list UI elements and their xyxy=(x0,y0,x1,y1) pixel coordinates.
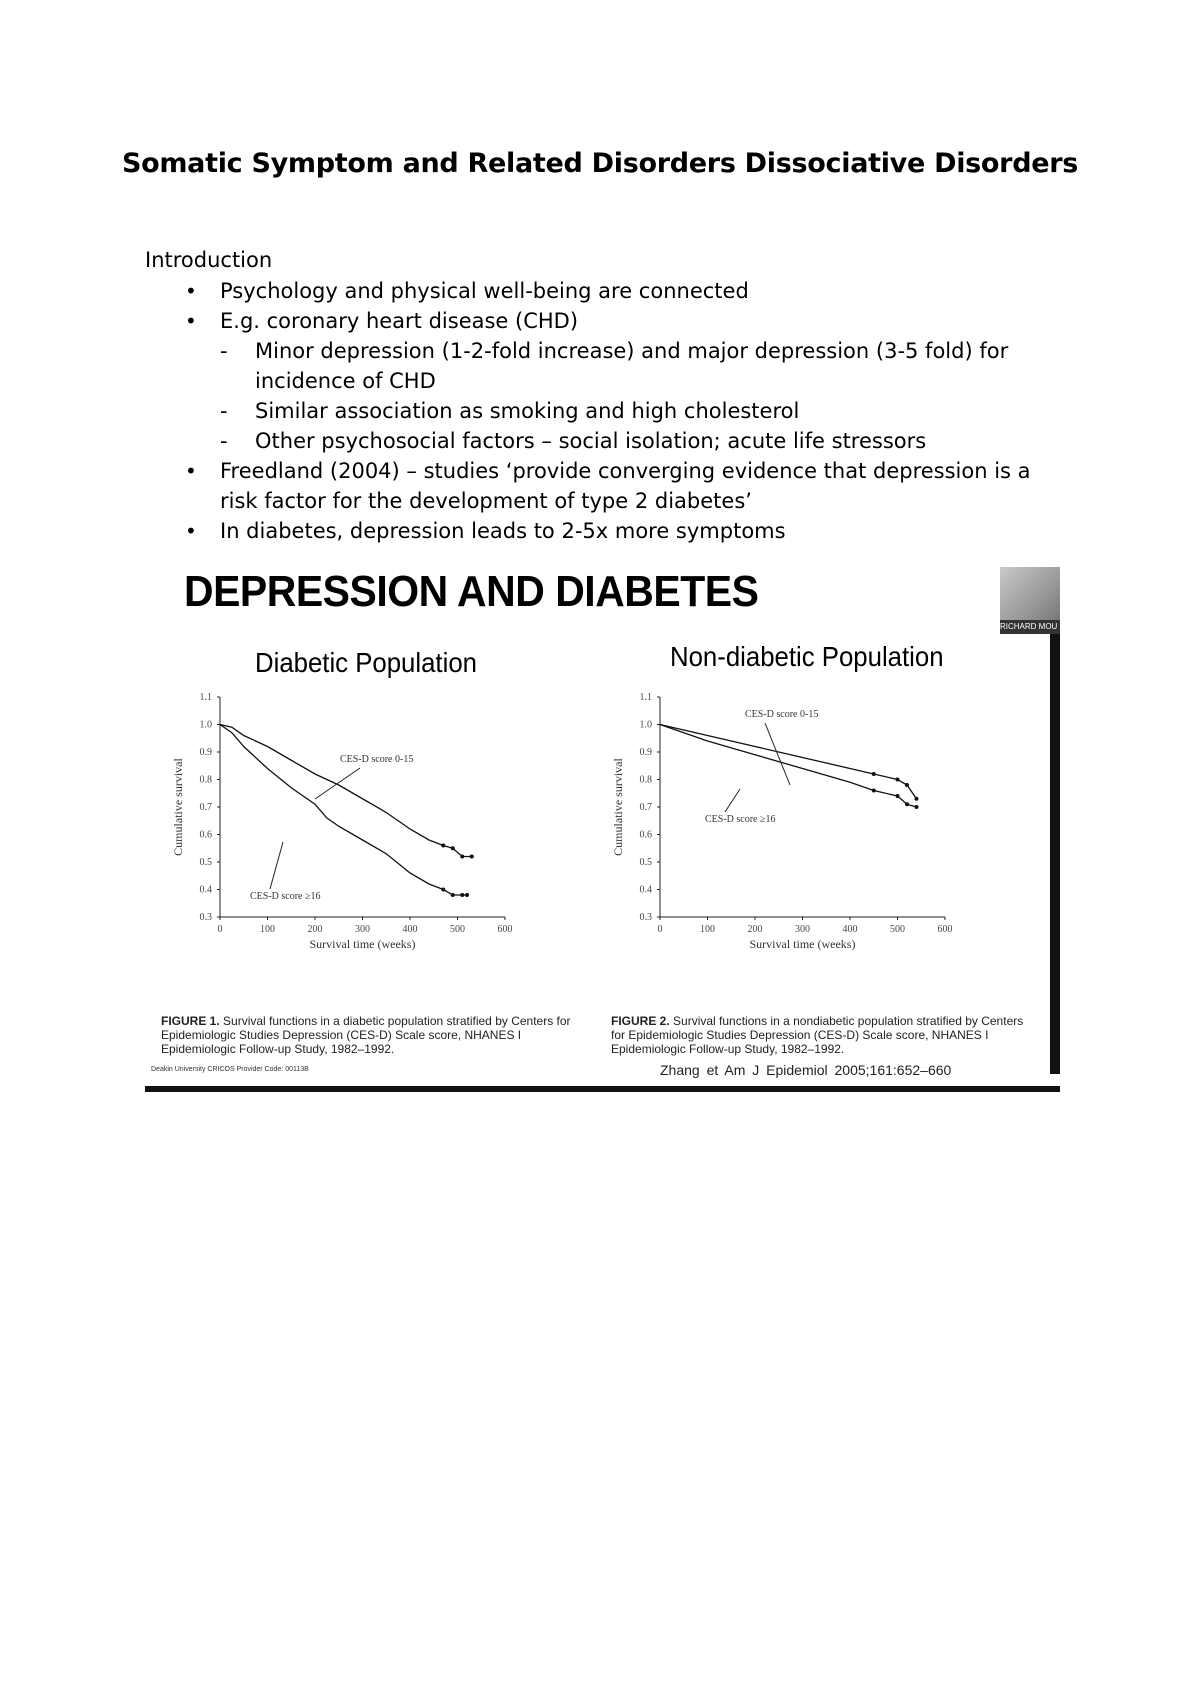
section-heading: Introduction xyxy=(145,248,273,272)
y-tick-label: 0.4 xyxy=(639,884,652,896)
annotation-arrow xyxy=(315,768,360,799)
chart-title-diabetic: Diabetic Population xyxy=(255,647,477,678)
bullet-marker: • xyxy=(185,459,197,483)
y-axis-label: Cumulative survival xyxy=(611,758,625,856)
data-point xyxy=(451,846,455,850)
chart-nondiabetic xyxy=(605,687,1025,952)
data-point xyxy=(905,783,909,787)
data-point xyxy=(441,888,445,892)
y-tick-label: 0.7 xyxy=(639,802,652,813)
data-point xyxy=(905,802,909,806)
data-point xyxy=(465,893,469,897)
y-tick-label: 1.0 xyxy=(199,719,212,731)
provider-code: Deakin University CRICOS Provider Code: 00113B xyxy=(151,1066,309,1073)
slide-title: DEPRESSION AND DIABETES xyxy=(184,567,759,616)
bullet-list xyxy=(145,276,1045,546)
citation: Zhang et Am J Epidemiol 2005;161:652–660 xyxy=(660,1062,952,1078)
sub-bullet-text: Minor depression (1-2-fold increase) and major depression (3-5 fold) for incidence of CHD xyxy=(255,339,1009,393)
bullet-text: Psychology and physical well-being are connected xyxy=(220,279,749,303)
caption-label: FIGURE 2. xyxy=(611,1014,670,1028)
y-tick-label: 0.6 xyxy=(199,829,212,841)
data-point xyxy=(872,789,876,793)
x-tick-label: 600 xyxy=(937,924,953,935)
annotation-label: CES-D score ≥16 xyxy=(250,891,321,902)
x-axis-label: Survival time (weeks) xyxy=(749,937,856,951)
bullet-text: In diabetes, depression leads to 2-5x more symptoms xyxy=(220,519,786,543)
sub-bullet-marker: - xyxy=(220,429,228,453)
sub-bullet-text: Other psychosocial factors – social isolation; acute life stressors xyxy=(255,429,927,453)
x-tick-label: 0 xyxy=(217,924,223,935)
y-tick-label: 0.4 xyxy=(199,884,212,896)
bullet-marker: • xyxy=(185,309,197,333)
data-point xyxy=(915,797,919,801)
x-axis-label: Survival time (weeks) xyxy=(309,937,416,951)
x-tick-label: 400 xyxy=(402,924,418,935)
y-tick-label: 1.1 xyxy=(639,692,652,703)
list-item xyxy=(145,306,1045,336)
x-tick-label: 300 xyxy=(355,924,370,935)
slide-edge-bar xyxy=(1050,634,1060,1074)
document-title: Somatic Symptom and Related Disorders Dissociative Disorders xyxy=(121,148,1079,179)
y-tick-label: 0.5 xyxy=(639,857,652,868)
x-tick-label: 100 xyxy=(700,924,715,935)
y-axis-label: Cumulative survival xyxy=(171,758,185,856)
x-tick-label: 200 xyxy=(747,924,763,935)
caption-text: Survival functions in a nondiabetic population stratified by Centers for Epidemiologic Studies Depression (CES-D) Scale score, NHANES I Epidemiologic Follow-up Study, 1982–1992. xyxy=(611,1014,1024,1056)
y-tick-label: 1.0 xyxy=(639,719,652,731)
x-tick-label: 200 xyxy=(307,924,323,935)
data-point xyxy=(470,855,474,859)
chart-title-nondiabetic: Non-diabetic Population xyxy=(670,641,944,672)
figure-caption-1 xyxy=(161,1014,581,1056)
data-point xyxy=(872,772,876,776)
series-line xyxy=(220,725,467,896)
sub-list-item xyxy=(145,396,1045,426)
x-tick-label: 500 xyxy=(450,924,465,935)
series-line xyxy=(660,725,917,799)
y-tick-label: 0.3 xyxy=(199,912,212,923)
x-tick-label: 300 xyxy=(795,924,810,935)
chart-diabetic xyxy=(165,687,585,952)
x-tick-label: 600 xyxy=(497,924,513,935)
y-tick-label: 0.3 xyxy=(639,912,652,923)
sub-list-item xyxy=(145,426,1045,456)
sub-bullet-marker: - xyxy=(220,399,228,423)
sub-bullet-text: Similar association as smoking and high cholesterol xyxy=(255,399,800,423)
x-tick-label: 100 xyxy=(260,924,275,935)
sub-list-item xyxy=(145,336,1045,396)
annotation-arrow xyxy=(270,842,283,889)
caption-text: Survival functions in a diabetic population stratified by Centers for Epidemiologic Studies Depression (CES-D) Scale score, NHANES I Epidemiologic Follow-up Study, 1982–1992. xyxy=(161,1014,571,1056)
y-tick-label: 0.7 xyxy=(199,802,212,813)
data-point xyxy=(896,794,900,798)
x-tick-label: 400 xyxy=(842,924,858,935)
series-line xyxy=(660,725,917,808)
figure-caption-2 xyxy=(611,1014,1031,1056)
y-tick-label: 0.6 xyxy=(639,829,652,841)
sub-bullet-marker: - xyxy=(220,339,228,363)
y-tick-label: 0.8 xyxy=(199,774,212,786)
data-point xyxy=(896,778,900,782)
bullet-marker: • xyxy=(185,279,197,303)
data-point xyxy=(460,855,464,859)
annotation-label: CES-D score ≥16 xyxy=(705,814,776,825)
data-point xyxy=(451,893,455,897)
y-tick-label: 0.8 xyxy=(639,774,652,786)
caption-label: FIGURE 1. xyxy=(161,1014,220,1028)
series-line xyxy=(220,725,472,857)
data-point xyxy=(441,844,445,848)
data-point xyxy=(460,893,464,897)
annotation-label: CES-D score 0-15 xyxy=(340,754,414,765)
bullet-text: Freedland (2004) – studies ‘provide converging evidence that depression is a risk factor for the development of type 2 diabetes’ xyxy=(220,459,1031,513)
list-item xyxy=(145,276,1045,306)
slide-screenshot xyxy=(145,567,1060,1092)
y-tick-label: 0.9 xyxy=(199,747,212,758)
webcam-label: RICHARD MOU xyxy=(1000,620,1060,634)
list-item xyxy=(145,516,1045,546)
bullet-text: E.g. coronary heart disease (CHD) xyxy=(220,309,579,333)
list-item xyxy=(145,456,1045,516)
annotation-arrow xyxy=(725,789,740,812)
y-tick-label: 0.9 xyxy=(639,747,652,758)
x-tick-label: 0 xyxy=(657,924,663,935)
x-tick-label: 500 xyxy=(890,924,905,935)
annotation-label: CES-D score 0-15 xyxy=(745,709,819,720)
data-point xyxy=(915,805,919,809)
bullet-marker: • xyxy=(185,519,197,543)
y-tick-label: 1.1 xyxy=(199,692,212,703)
y-tick-label: 0.5 xyxy=(199,857,212,868)
